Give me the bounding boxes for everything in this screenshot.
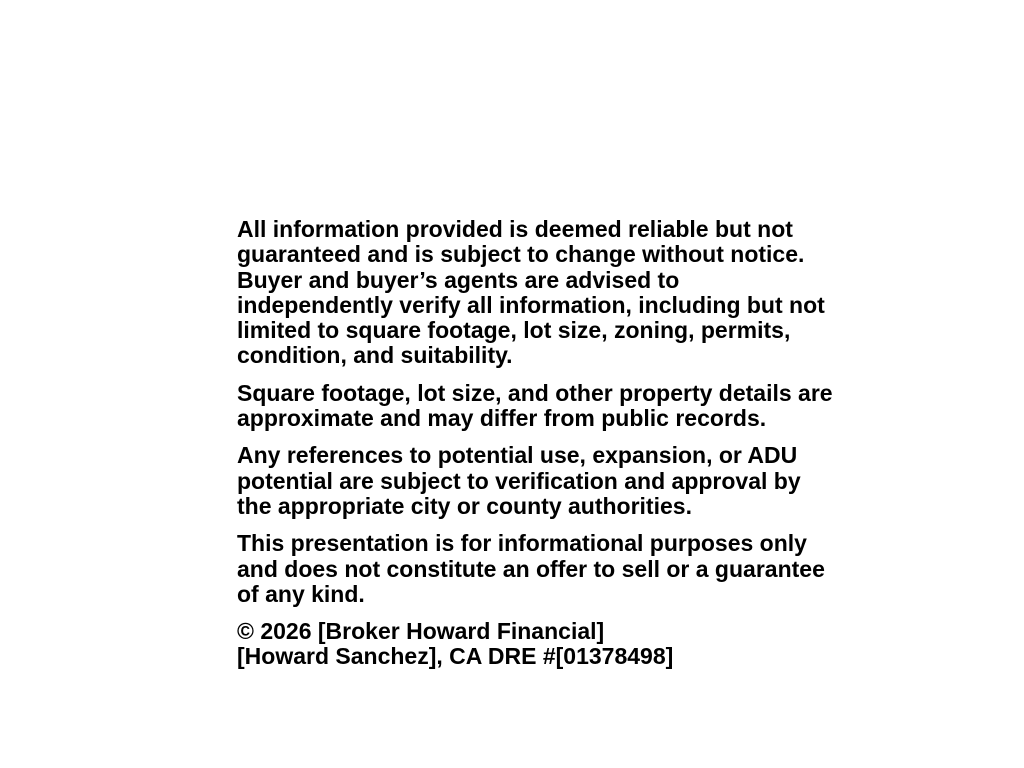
disclaimer-line: All information provided is deemed reliable but not bbox=[237, 216, 793, 242]
disclaimer-line: Buyer and buyer’s agents are advised to bbox=[237, 266, 680, 293]
disclaimer-line: and does not constitute an offer to sell or a guarantee bbox=[237, 555, 825, 582]
disclaimer-paragraph-verification bbox=[237, 216, 825, 369]
disclaimer-line: Square footage, lot size, and other property details are bbox=[237, 379, 833, 406]
disclaimer-line: of any kind. bbox=[237, 580, 365, 607]
disclaimer-paragraph-adu-potential bbox=[237, 442, 801, 519]
disclaimer-line: the appropriate city or county authorities. bbox=[237, 492, 692, 519]
disclaimer-text-block bbox=[237, 216, 833, 670]
disclaimer-paragraph-square-footage bbox=[237, 379, 833, 432]
disclaimer-paragraph-informational-purpose bbox=[237, 530, 825, 607]
disclaimer-line: approximate and may differ from public records. bbox=[237, 405, 767, 432]
disclaimer-line: guaranteed and is subject to change without notice. bbox=[237, 241, 805, 268]
disclaimer-line: independently verify all information, including but not bbox=[237, 291, 825, 318]
disclaimer-line: potential are subject to verification and approval by bbox=[237, 467, 801, 494]
copyright-line: © 2026 [Broker Howard Financial] bbox=[237, 618, 605, 645]
disclaimer-line: Any references to potential use, expansion, or ADU bbox=[237, 442, 798, 469]
disclaimer-line: This presentation is for informational purposes only bbox=[237, 530, 807, 557]
disclaimer-line: condition, and suitability. bbox=[237, 342, 513, 369]
disclaimer-line: limited to square footage, lot size, zoning, permits, bbox=[237, 317, 791, 344]
copyright-line: [Howard Sanchez], CA DRE #[01378498] bbox=[237, 643, 674, 670]
copyright-notice bbox=[237, 619, 797, 670]
